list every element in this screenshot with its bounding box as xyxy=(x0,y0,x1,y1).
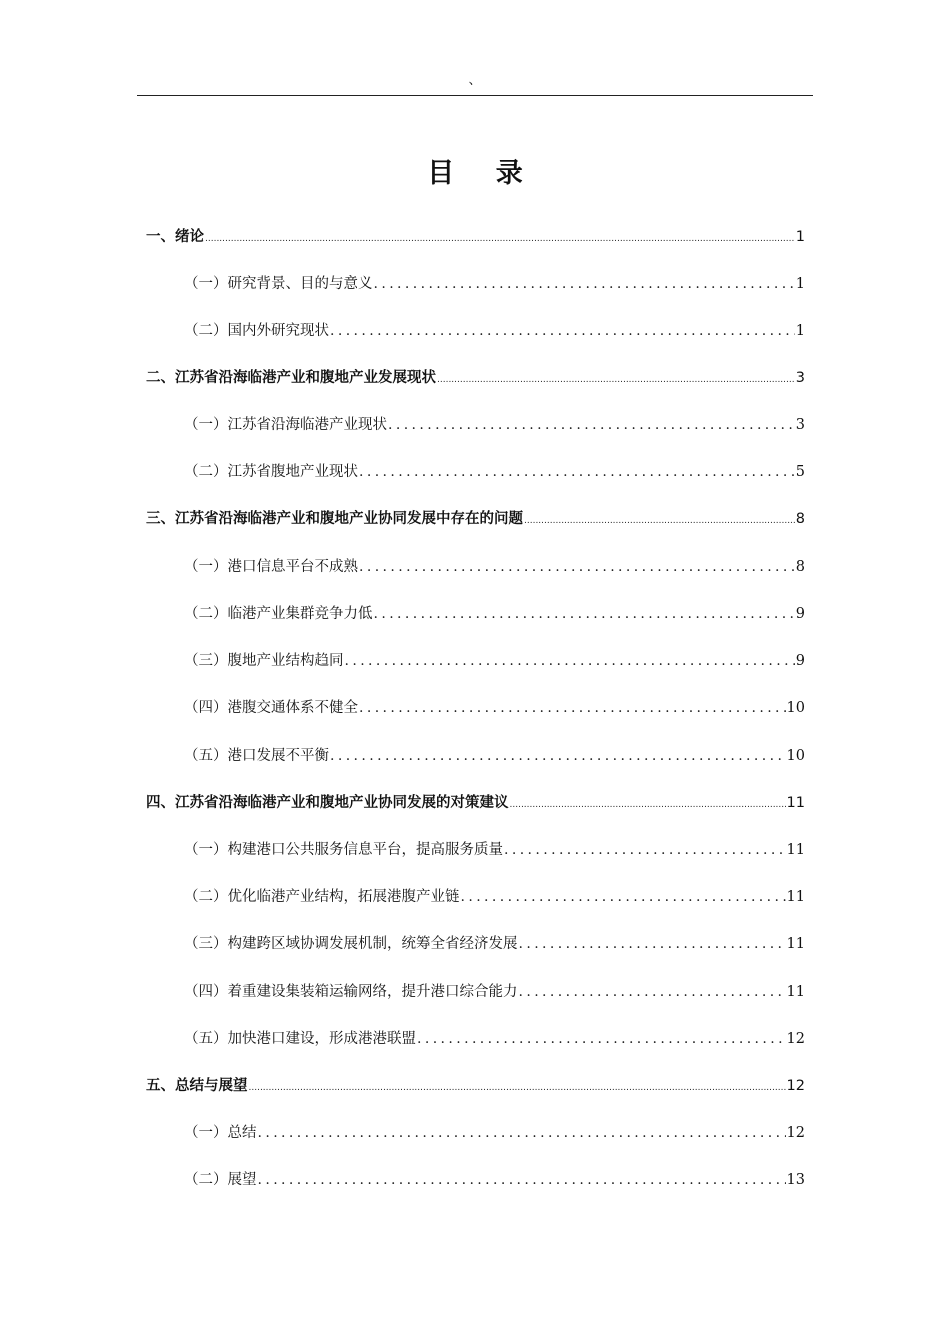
toc-entry-section-5-1[interactable] xyxy=(184,1122,805,1144)
toc-entry-page-number: 10 xyxy=(786,748,805,764)
toc-entry-page-number: 1 xyxy=(795,229,805,245)
toc-leader-dots xyxy=(345,650,795,672)
toc-entry-page-number: 1 xyxy=(795,276,805,292)
toc-entry-section-4-3[interactable] xyxy=(184,933,805,955)
toc-entry-page-number: 11 xyxy=(786,936,805,952)
toc-entry-section-3-5[interactable] xyxy=(184,745,805,767)
toc-entry-section-4-1[interactable] xyxy=(184,839,805,861)
toc-entry-section-1-2[interactable] xyxy=(184,320,805,342)
toc-entry-chapter-4[interactable] xyxy=(146,792,805,814)
toc-leader-dots xyxy=(461,886,786,908)
toc-entry-label: （二）国内外研究现状 xyxy=(184,323,329,339)
toc-entry-label: （二）临港产业集群竞争力低 xyxy=(184,606,373,622)
toc-entry-page-number: 3 xyxy=(795,417,805,433)
toc-leader-dots xyxy=(374,603,795,625)
toc-entry-section-4-5[interactable] xyxy=(184,1028,805,1050)
toc-entry-page-number: 8 xyxy=(795,511,805,527)
toc-entry-label: 五、总结与展望 xyxy=(146,1078,248,1094)
toc-entry-section-3-2[interactable] xyxy=(184,603,805,625)
toc-leader-dots xyxy=(359,461,795,483)
toc-entry-label: （二）优化临港产业结构，拓展港腹产业链 xyxy=(184,889,460,905)
toc-entry-label: （一）研究背景、目的与意义 xyxy=(184,276,373,292)
toc-leader-dots xyxy=(258,1169,786,1191)
toc-entry-page-number: 12 xyxy=(786,1125,805,1141)
toc-entry-page-number: 11 xyxy=(786,842,805,858)
toc-leader-dots xyxy=(374,273,795,295)
toc-entry-page-number: 3 xyxy=(795,370,805,386)
toc-entry-page-number: 11 xyxy=(786,795,805,811)
toc-entry-label: （三）腹地产业结构趋同 xyxy=(184,653,344,669)
toc-entry-section-2-1[interactable] xyxy=(184,414,805,436)
toc-leader-dots xyxy=(510,794,786,816)
toc-entry-label: 四、江苏省沿海临港产业和腹地产业协同发展的对策建议 xyxy=(146,795,509,811)
toc-entry-page-number: 9 xyxy=(795,653,805,669)
toc-leader-dots xyxy=(437,369,795,391)
toc-leader-dots xyxy=(519,933,786,955)
toc-entry-section-4-2[interactable] xyxy=(184,886,805,908)
toc-entry-page-number: 12 xyxy=(786,1078,805,1094)
toc-entry-label: （四）港腹交通体系不健全 xyxy=(184,700,358,716)
toc-leader-dots xyxy=(359,556,795,578)
header-rule xyxy=(137,95,813,96)
toc-entry-chapter-3[interactable] xyxy=(146,508,805,530)
toc-entry-label: （一）港口信息平台不成熟 xyxy=(184,559,358,575)
toc-entry-label: （二）江苏省腹地产业现状 xyxy=(184,464,358,480)
toc-entry-page-number: 8 xyxy=(795,559,805,575)
toc-entry-label: （一）江苏省沿海临港产业现状 xyxy=(184,417,387,433)
toc-entry-page-number: 11 xyxy=(786,889,805,905)
toc-entry-label: 三、江苏省沿海临港产业和腹地产业协同发展中存在的问题 xyxy=(146,511,523,527)
toc-entry-chapter-5[interactable] xyxy=(146,1075,805,1097)
toc-entry-section-5-2[interactable] xyxy=(184,1169,805,1191)
toc-entry-label: 一、绪论 xyxy=(146,229,204,245)
toc-leader-dots xyxy=(258,1122,786,1144)
toc-entry-page-number: 13 xyxy=(786,1172,805,1188)
toc-entry-page-number: 12 xyxy=(786,1031,805,1047)
toc-leader-dots xyxy=(205,228,795,250)
toc-leader-dots xyxy=(417,1028,786,1050)
toc-entry-section-1-1[interactable] xyxy=(184,273,805,295)
toc-leader-dots xyxy=(524,510,795,532)
toc-entry-label: 二、江苏省沿海临港产业和腹地产业发展现状 xyxy=(146,370,436,386)
toc-entry-page-number: 9 xyxy=(795,606,805,622)
toc-entry-page-number: 5 xyxy=(795,464,805,480)
toc-entry-label: （三）构建跨区域协调发展机制，统筹全省经济发展 xyxy=(184,936,518,952)
toc-leader-dots xyxy=(330,745,786,767)
toc-leader-dots xyxy=(359,697,786,719)
toc-entry-section-3-1[interactable] xyxy=(184,556,805,578)
toc-leader-dots xyxy=(519,981,786,1003)
toc-leader-dots xyxy=(504,839,786,861)
toc-entry-page-number: 1 xyxy=(795,323,805,339)
header-mark: 、 xyxy=(468,73,482,88)
toc-leader-dots xyxy=(330,320,795,342)
toc-entry-label: （五）港口发展不平衡 xyxy=(184,748,329,764)
toc-leader-dots xyxy=(388,414,795,436)
toc-entry-label: （一）构建港口公共服务信息平台，提高服务质量 xyxy=(184,842,503,858)
toc-entry-label: （五）加快港口建设，形成港港联盟 xyxy=(184,1031,416,1047)
toc-entry-label: （四）着重建设集装箱运输网络，提升港口综合能力 xyxy=(184,984,518,1000)
toc-entry-section-3-4[interactable] xyxy=(184,697,805,719)
toc-entry-section-4-4[interactable] xyxy=(184,981,805,1003)
page-title: 目 录 xyxy=(427,158,539,189)
toc-entry-label: （二）展望 xyxy=(184,1172,257,1188)
toc-entry-section-3-3[interactable] xyxy=(184,650,805,672)
toc-entry-label: （一）总结 xyxy=(184,1125,257,1141)
toc-entry-chapter-1[interactable] xyxy=(146,226,805,248)
toc-entry-section-2-2[interactable] xyxy=(184,461,805,483)
toc-entry-chapter-2[interactable] xyxy=(146,367,805,389)
toc-entry-page-number: 11 xyxy=(786,984,805,1000)
toc-leader-dots xyxy=(249,1077,786,1099)
toc-entry-page-number: 10 xyxy=(786,700,805,716)
